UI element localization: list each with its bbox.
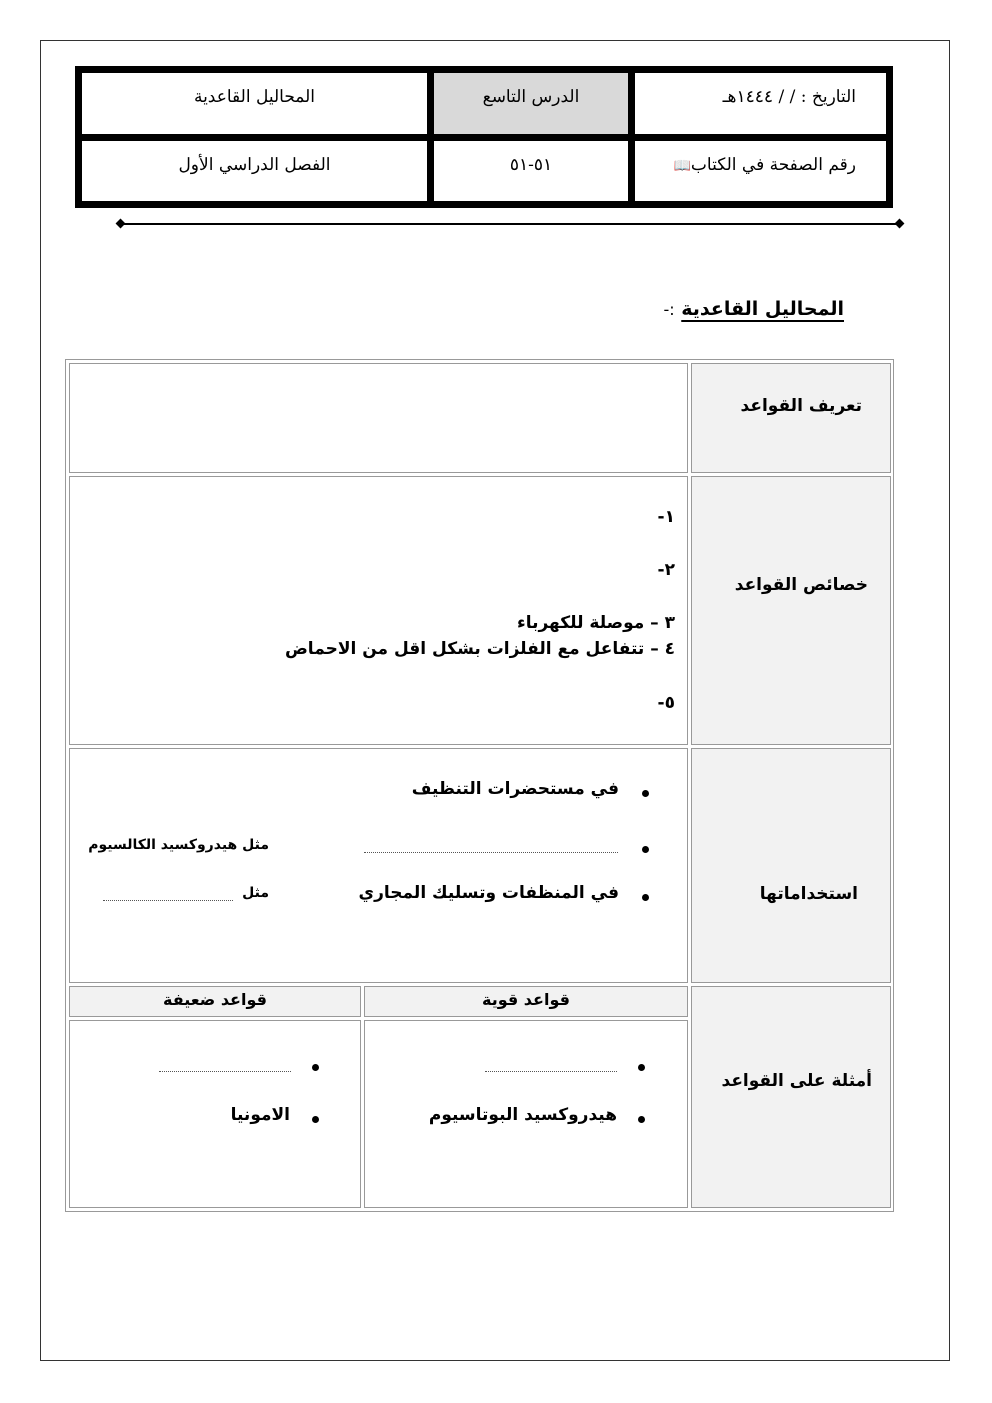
book-icon: 📖	[673, 158, 691, 174]
strong-bases-header: قواعد قوية	[482, 990, 570, 1009]
weak-bases-header-cell	[69, 986, 361, 1017]
bullet-icon	[638, 1064, 645, 1071]
property-item-3: ٣ – موصلة للكهرباء	[517, 613, 675, 633]
weak-bases-header: قواعد ضعيفة	[163, 990, 267, 1009]
property-item-5: ٥-	[657, 693, 675, 713]
page-cell	[633, 139, 888, 203]
uses-answer-cell	[69, 748, 688, 983]
bullet-icon	[642, 846, 649, 853]
definition-answer-cell	[69, 363, 688, 473]
use-item-2-example: مثل هيدروكسيد الكالسيوم	[88, 837, 269, 853]
semester-cell	[80, 139, 429, 203]
bullet-icon	[642, 894, 649, 901]
page-label: رقم الصفحة في الكتاب	[690, 155, 856, 175]
topic-label: المحاليل القاعدية	[193, 87, 316, 107]
bullet-icon	[642, 790, 649, 797]
bullet-icon	[312, 1064, 319, 1071]
use-item-3: في المنظفات وتسليك المجاري	[358, 883, 619, 903]
definition-label-cell	[691, 363, 891, 473]
uses-label-cell	[691, 748, 891, 983]
use-item-3-example: مثل	[242, 885, 269, 901]
weak-item-1-blank	[159, 1071, 291, 1072]
page-range: ٥١-٥١	[509, 155, 553, 175]
weak-item-2: الامونيا	[230, 1105, 290, 1125]
use-item-3-blank	[103, 900, 233, 901]
divider-line	[120, 223, 902, 225]
examples-label-cell	[691, 986, 891, 1208]
lesson-cell	[432, 71, 630, 136]
section-title-text: المحاليل القاعدية	[681, 298, 844, 320]
section-title-suffix: :-	[663, 300, 675, 319]
bullet-icon	[312, 1116, 319, 1123]
main-table	[65, 359, 894, 1212]
page-range-cell	[432, 139, 630, 203]
definition-label: تعريف القواعد	[740, 396, 862, 416]
weak-bases-cell	[69, 1020, 361, 1208]
bullet-icon	[638, 1116, 645, 1123]
strong-bases-cell	[364, 1020, 688, 1208]
use-item-1: في مستحضرات التنظيف	[411, 779, 619, 799]
date-label: التاريخ : / / ١٤٤٤هـ	[722, 87, 856, 107]
properties-label: خصائص القواعد	[734, 575, 868, 595]
date-cell	[633, 71, 888, 136]
strong-bases-header-cell	[364, 986, 688, 1017]
lesson-label: الدرس التاسع	[482, 87, 580, 107]
examples-label: أمثلة على القواعد	[721, 1071, 872, 1091]
property-item-4: ٤ – تتفاعل مع الفلزات بشكل اقل من الاحماض	[284, 639, 675, 659]
strong-item-2: هيدروكسيد البوتاسيوم	[428, 1105, 617, 1125]
header-table	[75, 66, 893, 208]
use-item-2-blank	[364, 852, 618, 853]
property-item-2: ٢-	[657, 560, 675, 580]
topic-cell	[80, 71, 429, 136]
semester-label: الفصل الدراسي الأول	[178, 155, 331, 175]
section-title	[663, 298, 844, 320]
uses-label: استخداماتها	[759, 884, 858, 904]
properties-label-cell	[691, 476, 891, 745]
property-item-1: ١-	[657, 507, 675, 527]
strong-item-1-blank	[485, 1071, 617, 1072]
properties-answer-cell	[69, 476, 688, 745]
